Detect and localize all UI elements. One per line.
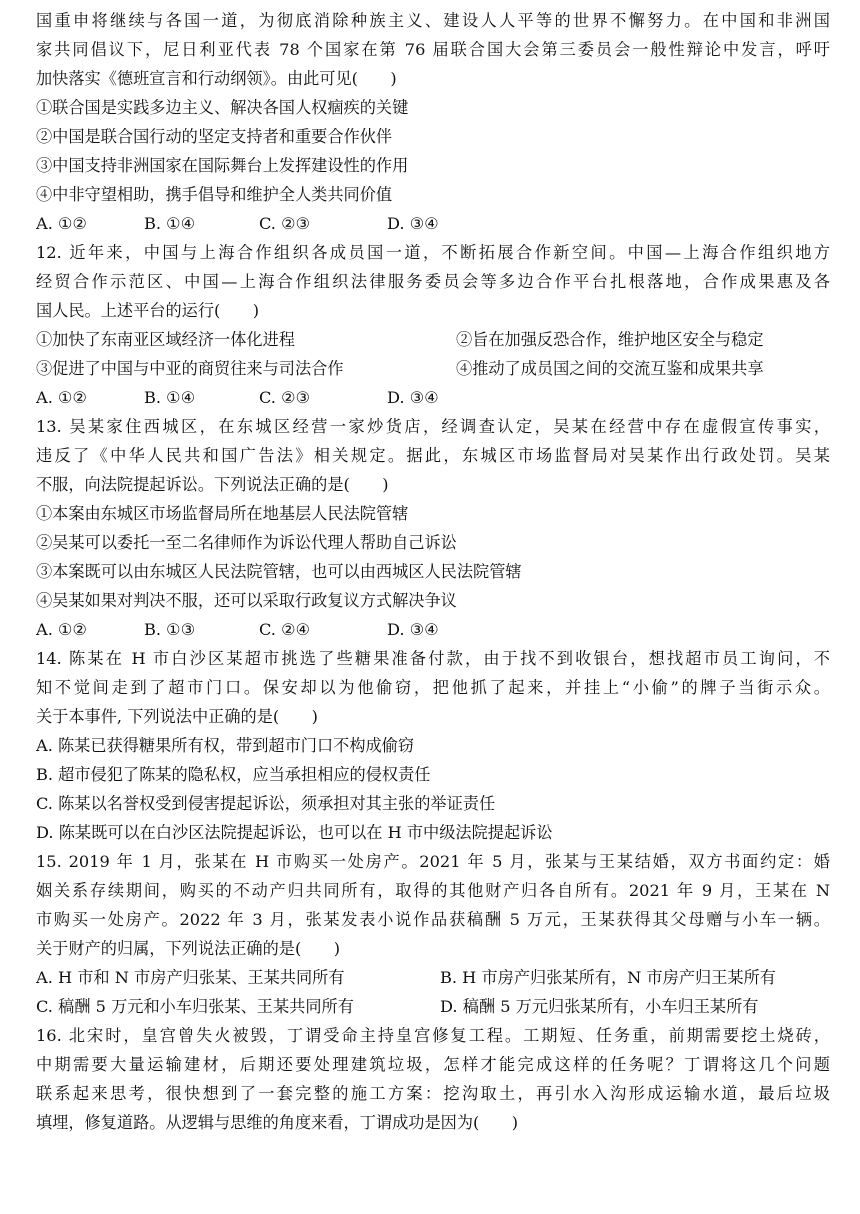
answer-options bbox=[36, 615, 830, 644]
option-a[interactable]: A. ①② bbox=[36, 620, 88, 639]
option-c[interactable]: C. ②④ bbox=[259, 620, 311, 639]
question-12 bbox=[36, 238, 830, 412]
question-stem-line: 12. 近年来，中国与上海合作组织各成员国一道，不断拓展合作新空间。中国—上海合作组织地方 bbox=[36, 243, 830, 262]
option-c[interactable]: C. 陈某以名誉权受到侵害提起诉讼，须承担对其主张的举证责任 bbox=[36, 794, 496, 813]
statement-row bbox=[36, 325, 830, 354]
option-c[interactable]: C. 稿酬 5 万元和小车归张某、王某共同所有 bbox=[36, 997, 354, 1016]
statement-2: ②吴某可以委托一至二名律师作为诉讼代理人帮助自己诉讼 bbox=[36, 533, 457, 552]
statement-1: ①加快了东南亚区域经济一体化进程 bbox=[36, 330, 295, 349]
option-a[interactable]: A. ①② bbox=[36, 388, 88, 407]
question-stem-line: 中期需要大量运输建材，后期还要处理建筑垃圾，怎样才能完成这样的任务呢？丁谓将这几个问题 bbox=[36, 1055, 830, 1074]
statement-3: ③促进了中国与中亚的商贸往来与司法合作 bbox=[36, 359, 344, 378]
question-11 bbox=[36, 6, 830, 238]
question-stem-line: 16. 北宋时，皇宫曾失火被毁，丁谓受命主持皇宫修复工程。工期短、任务重，前期需要挖土烧砖， bbox=[36, 1026, 830, 1045]
option-d[interactable]: D. ③④ bbox=[387, 214, 439, 233]
question-stem-line: 15. 2019 年 1 月，张某在 H 市购买一处房产。2021 年 5 月，张某与王某结婚，双方书面约定：婚 bbox=[36, 852, 830, 871]
option-c[interactable]: C. ②③ bbox=[259, 388, 311, 407]
option-a[interactable]: A. ①② bbox=[36, 214, 88, 233]
option-b[interactable]: B. ①④ bbox=[144, 388, 196, 407]
question-14 bbox=[36, 644, 830, 847]
option-b[interactable]: B. ①③ bbox=[144, 620, 196, 639]
question-stem-line: 家共同倡议下，尼日利亚代表 78 个国家在第 76 届联合国大会第三委员会一般性辩论中发言，呼吁 bbox=[36, 40, 830, 59]
question-15 bbox=[36, 847, 830, 1021]
statement-2: ②旨在加强反恐合作，维护地区安全与稳定 bbox=[456, 330, 764, 349]
statement-4: ④吴某如果对判决不服，还可以采取行政复议方式解决争议 bbox=[36, 591, 457, 610]
question-13 bbox=[36, 412, 830, 644]
question-stem-line: 关于本事件, 下列说法中正确的是( ) bbox=[36, 707, 318, 726]
option-d[interactable]: D. 陈某既可以在白沙区法院提起诉讼，也可以在 H 市中级法院提起诉讼 bbox=[36, 823, 553, 842]
option-d[interactable]: D. ③④ bbox=[387, 620, 439, 639]
statement-4: ④中非守望相助，携手倡导和维护全人类共同价值 bbox=[36, 185, 393, 204]
statement-4: ④推动了成员国之间的交流互鉴和成果共享 bbox=[456, 359, 764, 378]
question-stem-line: 国人民。上述平台的运行( ) bbox=[36, 301, 260, 320]
option-b[interactable]: B. H 市房产归张某所有，N 市房产归王某所有 bbox=[440, 968, 776, 987]
statement-1: ①联合国是实践多边主义、解决各国人权痼疾的关键 bbox=[36, 98, 409, 117]
question-stem-line: 经贸合作示范区、中国—上海合作组织法律服务委员会等多边合作平台扎根落地，合作成果惠及各 bbox=[36, 272, 830, 291]
question-stem-line: 违反了《中华人民共和国广告法》相关规定。据此，东城区市场监督局对吴某作出行政处罚。吴某 bbox=[36, 446, 830, 465]
statement-3: ③中国支持非洲国家在国际舞台上发挥建设性的作用 bbox=[36, 156, 409, 175]
statement-3: ③本案既可以由东城区人民法院管辖，也可以由西城区人民法院管辖 bbox=[36, 562, 522, 581]
question-stem-line: 市购买一处房产。2022 年 3 月，张某发表小说作品获稿酬 5 万元，王某获得其父母赠与小车一辆。 bbox=[36, 910, 830, 929]
question-stem-line: 知不觉间走到了超市门口。保安却以为他偷窃，把他抓了起来，并挂上“小偷”的牌子当街示众。 bbox=[36, 678, 830, 697]
answer-options bbox=[36, 209, 830, 238]
question-stem-line: 填埋，修复道路。从逻辑与思维的角度来看，丁谓成功是因为( ) bbox=[36, 1113, 519, 1132]
question-stem-line: 国重申将继续与各国一道，为彻底消除种族主义、建设人人平等的世界不懈努力。在中国和非洲国 bbox=[36, 11, 830, 30]
option-c[interactable]: C. ②③ bbox=[259, 214, 311, 233]
answer-options bbox=[36, 383, 830, 412]
question-stem-line: 14. 陈某在 H 市白沙区某超市挑选了些糖果准备付款，由于找不到收银台，想找超市员工询问，不 bbox=[36, 649, 830, 668]
question-stem-line: 联系起来思考，很快想到了一套完整的施工方案：挖沟取土，再引水入沟形成运输水道，最后垃圾 bbox=[36, 1084, 830, 1103]
question-16 bbox=[36, 1021, 830, 1137]
question-stem-line: 加快落实《德班宣言和行动纲领》。由此可见( ) bbox=[36, 69, 397, 88]
statement-row bbox=[36, 354, 830, 383]
statement-2: ②中国是联合国行动的坚定支持者和重要合作伙伴 bbox=[36, 127, 393, 146]
question-stem-line: 关于财产的归属，下列说法正确的是( ) bbox=[36, 939, 341, 958]
option-d[interactable]: D. ③④ bbox=[387, 388, 439, 407]
option-a[interactable]: A. H 市和 N 市房产归张某、王某共同所有 bbox=[36, 968, 345, 987]
option-d[interactable]: D. 稿酬 5 万元归张某所有，小车归王某所有 bbox=[440, 997, 759, 1016]
question-stem-line: 姻关系存续期间，购买的不动产归共同所有，取得的其他财产归各自所有。2021 年 9 月，王某在 N bbox=[36, 881, 830, 900]
statement-1: ①本案由东城区市场监督局所在地基层人民法院管辖 bbox=[36, 504, 409, 523]
option-row bbox=[36, 992, 830, 1021]
option-row bbox=[36, 963, 830, 992]
option-a[interactable]: A. 陈某已获得糖果所有权，带到超市门口不构成偷窃 bbox=[36, 736, 415, 755]
option-b[interactable]: B. 超市侵犯了陈某的隐私权，应当承担相应的侵权责任 bbox=[36, 765, 431, 784]
question-stem-line: 13. 吴某家住西城区，在东城区经营一家炒货店，经调查认定，吴某在经营中存在虚假宣传事实， bbox=[36, 417, 830, 436]
option-b[interactable]: B. ①④ bbox=[144, 214, 196, 233]
question-stem-line: 不服，向法院提起诉讼。下列说法正确的是( ) bbox=[36, 475, 389, 494]
